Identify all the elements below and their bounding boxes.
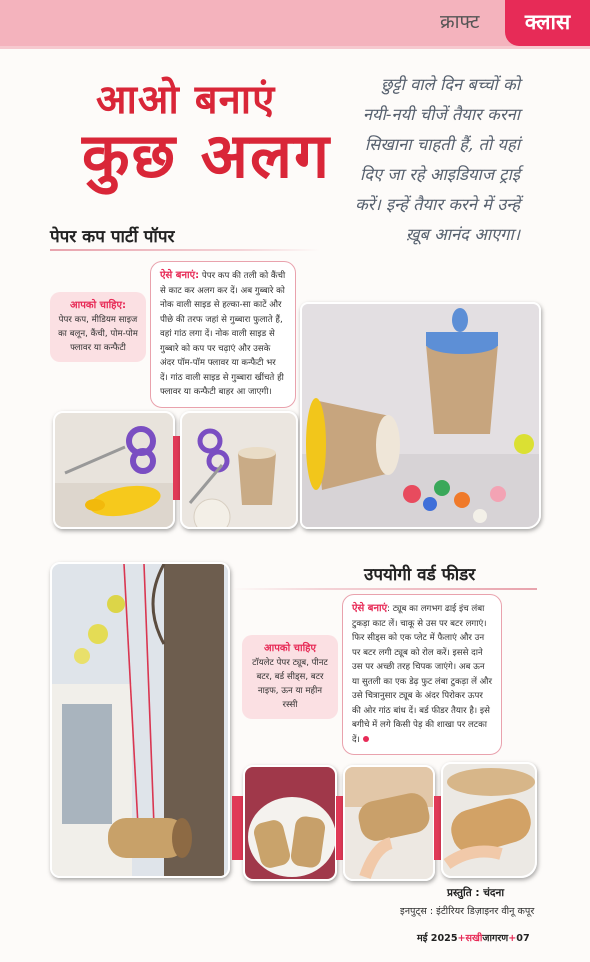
feeder-step-2-illustration [345, 767, 435, 881]
feeder-steps-box [342, 594, 502, 755]
photo-feeder-step-2 [343, 765, 435, 881]
feeder-needs-label: आपको चाहिए [263, 643, 317, 654]
footer-page-number: 07 [516, 933, 530, 944]
end-mark-icon [363, 736, 369, 742]
footer-magazine: सखी [465, 933, 483, 944]
photo-party-popper [300, 302, 541, 529]
title-line-2: कुछ अलग [82, 119, 331, 192]
popper-needs-text: पेपर कप, मीडियम साइज का बलून, कैंची, पोम-पोम फ्लावर या कन्फैटी [58, 315, 138, 353]
photo-scissors-balloon [53, 411, 175, 529]
photo-feeder-step-1 [243, 765, 337, 881]
feeder-step-3-illustration [443, 764, 537, 878]
header-band-line [0, 46, 590, 49]
feeder-step-1-illustration [245, 767, 337, 881]
feeder-steps-text: : ट्यूब का लगभग ढाई इंच लंबा टुकड़ा काट लें। चाकू से उस पर बटर लगाएं। फिर सीड्स को एक प्लेट में फैलाएं और उन पर बटर लगी ट्यूब को रोल करें। इससे दाने उस पर अच्छी तरह चिपक जाएंगे। अब ऊन या सुतली का एक डेढ़ फुट लंबा टुकड़ा लें और उसे चित्रानुसार ट्यूब के अंदर पिरोकर ऊपर की ओर गांठ बांध दें। बर्ड फीडर तैयार है। इसे बगीचे में लगे किसी पेड़ की शाखा पर लटका दें। [352, 604, 492, 745]
feeder-heading: उपयोगी वर्ड फीडर [364, 565, 476, 585]
cut-cup-illustration [182, 413, 298, 529]
title-line-1: आओ बनाएं [96, 77, 276, 123]
party-popper-illustration [302, 304, 541, 529]
page-footer [417, 931, 530, 944]
popper-needs-box [50, 292, 146, 362]
popper-heading: पेपर कप पार्टी पॉपर [50, 227, 175, 247]
photo-bird-feeder-tree [50, 562, 230, 878]
popper-needs-label: आपको चाहिए: [69, 300, 127, 311]
footer-date: मई 2025 [417, 933, 458, 944]
popper-steps-label: ऐसे बनाएं: [160, 270, 200, 281]
footer-separator-2: + [508, 933, 517, 944]
popper-heading-rule [50, 249, 320, 251]
credit-presented-by: प्रस्तुति : चंदना [447, 887, 505, 899]
section-tab: क्लास [505, 0, 590, 46]
intro-text: छुट्टी वाले दिन बच्चों को नयी-नयी चीजें तैयार करना सिखाना चाहती हैं, तो यहां दिए जा रहे आइडियाज ट्राई करें। इन्हें तैयार करने में उन्हें ख़ूब आनंद आएगा। [355, 75, 520, 244]
feeder-needs-text: टॉयलेट पेपर ट्यूब, पीनट बटर, बर्ड सीड्स, बटर नाइफ, ऊन या महीन रस्सी [252, 658, 328, 710]
bird-feeder-illustration [52, 564, 230, 878]
photo-feeder-step-3 [441, 762, 537, 878]
popper-steps-text: पेपर कप की तली को कैंची से काट कर अलग कर दें। अब गुब्बारे को नोक वाली साइड से हल्का-सा काटें और पीछे की तरफ जहां से गुब्बारा फुलाते हैं, वहां गांठ लगा दें। नोक वाली साइड से गुब्बारे को कप पर चढ़ाएं और उसके अंदर पॉम-पॉम फ्लावर या कन्फैटी भर दें। गांठ वाली साइड से गुब्बारा खींचते ही फ्लावर या कन्फैटी बाहर आ जाएगी। [160, 271, 286, 397]
credit-inputs: इनपुट्स : इंटीरियर डिज़ाइनर वीनू कपूर [400, 906, 535, 917]
photo-cup-cut [180, 411, 298, 529]
section-label: क्राफ्ट [440, 11, 480, 33]
feeder-heading-rule [232, 588, 537, 590]
footer-separator: + [457, 933, 466, 944]
scissors-balloon-illustration [55, 413, 175, 529]
feeder-steps-label: ऐसे बनाएं [352, 603, 388, 614]
footer-brand: जागरण [482, 933, 509, 944]
popper-steps-box [150, 261, 296, 408]
feeder-needs-box [242, 635, 338, 719]
header-band [0, 0, 590, 46]
